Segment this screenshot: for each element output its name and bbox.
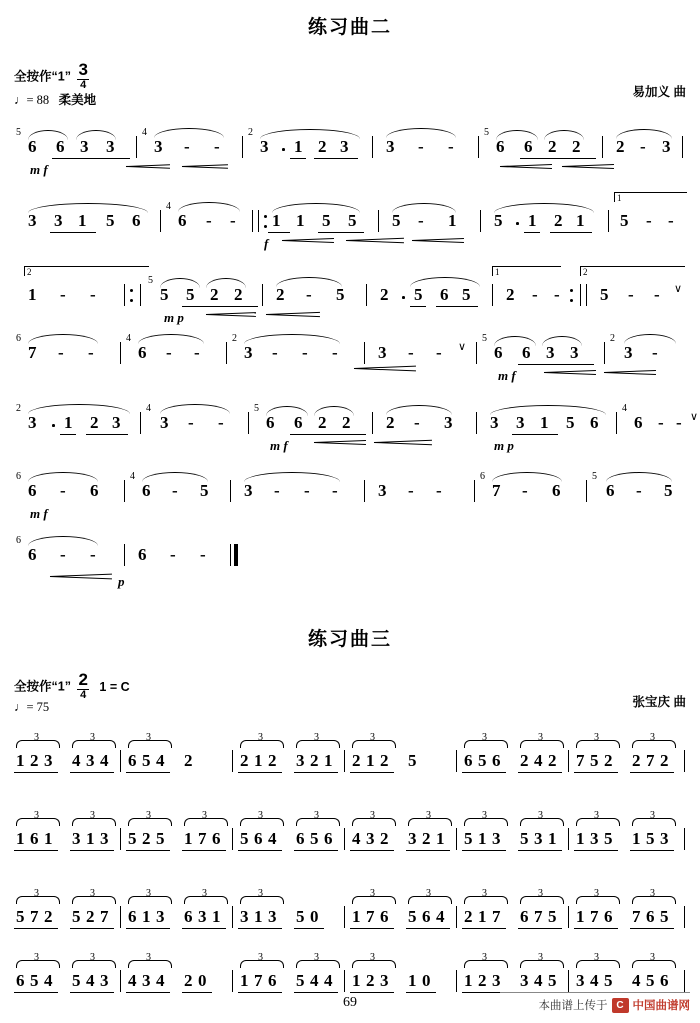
piece1-system-1: 5 6 6 3 3 4 3 - - 2 3 1 2 3 3 - - 5 6 6 2 2 2 - 3 m f — [14, 126, 686, 170]
ending-bracket-2: 2 — [580, 266, 685, 276]
note: 3 — [520, 971, 529, 990]
beam-line — [182, 928, 226, 929]
note: 3 — [100, 829, 109, 848]
note: 4 — [324, 971, 333, 990]
barline — [456, 828, 457, 850]
note: 5 — [156, 829, 165, 848]
note: 1 — [408, 971, 417, 990]
footer-divider — [500, 992, 690, 993]
note: 5 — [660, 907, 669, 926]
note: 2 — [86, 907, 95, 926]
note: 2 — [184, 751, 193, 770]
barline — [232, 970, 233, 992]
note: 1 — [240, 971, 249, 990]
beam-line — [70, 772, 114, 773]
piece1-composer: 易加义 曲 — [632, 85, 686, 99]
beam-line — [574, 928, 618, 929]
tuplet-number: 3 — [258, 810, 263, 821]
tuplet-number: 3 — [146, 810, 151, 821]
note: 6 — [128, 907, 137, 926]
barline — [120, 906, 121, 928]
note: 6 — [464, 751, 473, 770]
beam-line — [126, 772, 170, 773]
note: 2 — [366, 971, 375, 990]
note: 7 — [632, 907, 641, 926]
note: 1 — [478, 829, 487, 848]
beam-line — [70, 850, 114, 851]
beam-line — [126, 992, 170, 993]
beam-line — [14, 772, 58, 773]
note: 2 — [520, 751, 529, 770]
site-logo-icon: C — [612, 998, 629, 1013]
barline — [120, 750, 121, 772]
note: 1 — [366, 751, 375, 770]
note: 1 — [86, 829, 95, 848]
tuplet-number: 3 — [538, 952, 543, 963]
barline — [232, 906, 233, 928]
tuplet-number: 3 — [426, 810, 431, 821]
note: 5 — [646, 971, 655, 990]
tuplet-number: 3 — [594, 810, 599, 821]
tuplet-number: 3 — [370, 952, 375, 963]
note: 6 — [324, 829, 333, 848]
beam-line — [126, 850, 170, 851]
note: 7 — [534, 907, 543, 926]
tuplet-number: 3 — [482, 888, 487, 899]
barline — [120, 828, 121, 850]
note: 7 — [100, 907, 109, 926]
note: 3 — [100, 971, 109, 990]
piece1-system-5: 2 3 1 2 3 4 3 - - 5 6 6 2 2 2 - 3 3 3 1 5 6 4 6 - - ∨ m f m p — [16, 403, 699, 453]
note: 1 — [184, 829, 193, 848]
note: 4 — [310, 971, 319, 990]
note: 1 — [254, 907, 263, 926]
barline — [684, 906, 685, 928]
barline — [568, 828, 569, 850]
piece1-fingering: 全按作“1” $\frac{3}{4}$ — [14, 60, 88, 91]
tuplet-number: 3 — [258, 952, 263, 963]
note: 3 — [72, 829, 81, 848]
tuplet-number: 3 — [202, 888, 207, 899]
footer-site[interactable]: 中国曲谱网 — [632, 1000, 690, 1012]
note: 4 — [100, 751, 109, 770]
tuplet-number: 3 — [538, 888, 543, 899]
beam-line — [350, 992, 394, 993]
note: 1 — [16, 751, 25, 770]
beam-line — [406, 928, 450, 929]
beam-line — [462, 928, 506, 929]
piece2-system-1 — [14, 732, 686, 780]
note: 5 — [408, 751, 417, 770]
tuplet-number: 3 — [34, 952, 39, 963]
piece2-system-3 — [14, 888, 686, 936]
note: 6 — [254, 829, 263, 848]
tuplet-number: 3 — [370, 888, 375, 899]
piece2-title: 练习曲三 — [307, 629, 392, 650]
note: 5 — [590, 751, 599, 770]
piece2-tempo: ♩= 75 — [14, 700, 50, 714]
note: 7 — [576, 751, 585, 770]
beam-line — [350, 772, 394, 773]
note: 7 — [366, 907, 375, 926]
beam-line — [294, 850, 338, 851]
piece2-key: 1 = C — [99, 679, 130, 694]
note: 1 — [548, 829, 557, 848]
note: 2 — [380, 751, 389, 770]
tuplet-number: 3 — [314, 810, 319, 821]
beam-line — [630, 928, 674, 929]
note: 1 — [352, 971, 361, 990]
tuplet-number: 3 — [594, 732, 599, 743]
note: 4 — [436, 907, 445, 926]
note: 3 — [268, 907, 277, 926]
first-ending-bracket: 1 — [614, 192, 687, 202]
barline — [684, 750, 685, 772]
note: 6 — [422, 907, 431, 926]
note: 5 — [548, 907, 557, 926]
note: 3 — [156, 907, 165, 926]
note: 5 — [296, 971, 305, 990]
tuplet-number: 3 — [314, 732, 319, 743]
note: 6 — [660, 971, 669, 990]
note: 0 — [310, 907, 319, 926]
note: 6 — [380, 907, 389, 926]
note: 1 — [324, 751, 333, 770]
note: 7 — [590, 907, 599, 926]
note: 4 — [156, 971, 165, 990]
tuplet-number: 3 — [594, 888, 599, 899]
barline — [456, 970, 457, 992]
beam-line — [182, 850, 226, 851]
note: 0 — [422, 971, 431, 990]
note: 6 — [30, 829, 39, 848]
note: 3 — [590, 829, 599, 848]
note: 4 — [534, 971, 543, 990]
tuplet-number: 3 — [594, 952, 599, 963]
note: 2 — [44, 907, 53, 926]
note: 5 — [548, 971, 557, 990]
piece1-system-2: 3 3 1 5 6 4 6 - - 1 1 5 5 5 - 1 5 1 2 1 5 - - 1 f — [14, 200, 686, 244]
note: 5 — [16, 907, 25, 926]
note: 3 — [576, 971, 585, 990]
note: 2 — [310, 751, 319, 770]
note: 2 — [240, 751, 249, 770]
note: 7 — [492, 907, 501, 926]
beam-line — [462, 850, 506, 851]
note: 6 — [296, 829, 305, 848]
tuplet-number: 3 — [314, 952, 319, 963]
beam-line — [294, 928, 324, 929]
tuplet-number: 3 — [146, 888, 151, 899]
tuplet-number: 3 — [146, 952, 151, 963]
piece2-time-signature: $\frac{2}{4}$ — [78, 670, 88, 701]
note: 1 — [212, 907, 221, 926]
note: 2 — [464, 907, 473, 926]
piece1-tempo: ♩= 88 柔美地 — [14, 93, 97, 107]
note: 6 — [184, 907, 193, 926]
tuplet-number: 3 — [482, 732, 487, 743]
barline — [344, 750, 345, 772]
tuplet-number: 3 — [650, 952, 655, 963]
note: 4 — [268, 829, 277, 848]
tuplet-number: 3 — [90, 888, 95, 899]
note: 2 — [380, 829, 389, 848]
piece2-fingering: 全按作“1” $\frac{2}{4}$ 1 = C — [14, 670, 130, 701]
beam-line — [14, 928, 58, 929]
tuplet-number: 3 — [258, 732, 263, 743]
piece2-composer: 张宝庆 曲 — [632, 695, 686, 709]
tuplet-number: 3 — [426, 888, 431, 899]
barline — [344, 970, 345, 992]
note: 5 — [408, 907, 417, 926]
note: 4 — [352, 829, 361, 848]
tuplet-number: 3 — [370, 810, 375, 821]
beam-line — [294, 772, 338, 773]
note: 3 — [296, 751, 305, 770]
note: 2 — [142, 829, 151, 848]
piece2-system-4 — [14, 952, 686, 1000]
note: 1 — [352, 907, 361, 926]
note: 5 — [520, 829, 529, 848]
footer-credit — [539, 997, 691, 1013]
beam-line — [126, 928, 170, 929]
tuplet-number: 3 — [34, 810, 39, 821]
page-number: 69 — [343, 995, 357, 1010]
note: 1 — [16, 829, 25, 848]
note: 3 — [366, 829, 375, 848]
beam-line — [350, 850, 394, 851]
tuplet-number: 3 — [370, 732, 375, 743]
note: 3 — [86, 751, 95, 770]
note: 3 — [240, 907, 249, 926]
note: 2 — [30, 751, 39, 770]
note: 3 — [198, 907, 207, 926]
beam-line — [406, 992, 436, 993]
note: 3 — [44, 751, 53, 770]
note: 6 — [520, 907, 529, 926]
tuplet-number: 3 — [34, 732, 39, 743]
note: 5 — [240, 829, 249, 848]
note: 7 — [198, 829, 207, 848]
barline — [120, 970, 121, 992]
note: 4 — [534, 751, 543, 770]
beam-line — [518, 850, 562, 851]
tuplet-number: 3 — [538, 810, 543, 821]
barline — [568, 906, 569, 928]
note: 5 — [464, 829, 473, 848]
tuplet-number: 3 — [90, 952, 95, 963]
beam-line — [70, 992, 114, 993]
piece1-system-6: 6 6 - 6 4 6 - 5 3 - - - 3 - - 6 7 - 6 5 6 - 5 m f — [16, 471, 673, 521]
note: 3 — [380, 971, 389, 990]
note: 7 — [646, 751, 655, 770]
barline — [344, 906, 345, 928]
tuplet-number: 3 — [650, 810, 655, 821]
note: 1 — [632, 829, 641, 848]
note: 6 — [128, 751, 137, 770]
barline — [456, 750, 457, 772]
beam-line — [406, 850, 450, 851]
note: 1 — [576, 829, 585, 848]
note: 6 — [16, 971, 25, 990]
beam-line — [238, 928, 282, 929]
note: 4 — [590, 971, 599, 990]
note: 1 — [464, 971, 473, 990]
piece1-system-3: 2 1 - - 5 5 5 2 2 2 - 5 2 5 6 5 1 2 - - 2 5 - - ∨ m p — [14, 272, 686, 316]
note: 3 — [492, 829, 501, 848]
note: 5 — [604, 971, 613, 990]
note: 7 — [30, 907, 39, 926]
note: 5 — [128, 829, 137, 848]
note: 2 — [632, 751, 641, 770]
tuplet-number: 3 — [538, 732, 543, 743]
beam-line — [350, 928, 394, 929]
tuplet-number: 3 — [90, 732, 95, 743]
note: 5 — [604, 829, 613, 848]
note: 4 — [128, 971, 137, 990]
tuplet-number: 3 — [650, 732, 655, 743]
note: 1 — [44, 829, 53, 848]
note: 1 — [142, 907, 151, 926]
note: 5 — [478, 751, 487, 770]
tuplet-number: 3 — [650, 888, 655, 899]
note: 2 — [548, 751, 557, 770]
beam-line — [238, 772, 282, 773]
beam-line — [574, 850, 618, 851]
piece1-time-signature: $\frac{3}{4}$ — [78, 60, 88, 91]
beam-line — [14, 992, 58, 993]
tuplet-number: 3 — [202, 810, 207, 821]
barline — [684, 970, 685, 992]
footer-text: 本曲谱上传于 — [538, 1000, 608, 1012]
tuplet-number: 3 — [482, 952, 487, 963]
note: 7 — [254, 971, 263, 990]
tuplet-number: 3 — [482, 810, 487, 821]
piece1-system-4: 6 7 - - 4 6 - - 2 3 - - - 3 - - ∨ 5 6 6 3 3 2 3 - m f — [14, 330, 686, 374]
note: 4 — [632, 971, 641, 990]
note: 1 — [576, 907, 585, 926]
tuplet-number: 3 — [258, 888, 263, 899]
note: 6 — [492, 751, 501, 770]
barline — [232, 828, 233, 850]
piece1-system-7: 6 6 - - 6 - - p — [14, 532, 686, 576]
piece2-system-2 — [14, 810, 686, 858]
beam-line — [14, 850, 58, 851]
barline — [456, 906, 457, 928]
beam-line — [630, 850, 674, 851]
beam-line — [238, 992, 282, 993]
barline — [344, 828, 345, 850]
note: 1 — [436, 829, 445, 848]
barline — [568, 750, 569, 772]
note: 2 — [184, 971, 193, 990]
beam-line — [518, 772, 562, 773]
note: 4 — [72, 751, 81, 770]
note: 6 — [604, 907, 613, 926]
note: 5 — [310, 829, 319, 848]
note: 2 — [660, 751, 669, 770]
beam-line — [630, 772, 674, 773]
beam-line — [182, 992, 212, 993]
note: 4 — [156, 751, 165, 770]
beam-line — [462, 772, 506, 773]
note: 2 — [422, 829, 431, 848]
note: 6 — [268, 971, 277, 990]
beam-line — [70, 928, 114, 929]
note: 6 — [646, 907, 655, 926]
barline — [232, 750, 233, 772]
note: 1 — [478, 907, 487, 926]
note: 3 — [534, 829, 543, 848]
beam-line — [574, 772, 618, 773]
note: 4 — [44, 971, 53, 990]
note: 2 — [352, 751, 361, 770]
note: 1 — [254, 751, 263, 770]
note: 5 — [30, 971, 39, 990]
note: 2 — [604, 751, 613, 770]
note: 3 — [660, 829, 669, 848]
note: 0 — [198, 971, 207, 990]
beam-line — [238, 850, 282, 851]
note: 5 — [296, 907, 305, 926]
second-ending-bracket: 2 — [24, 266, 149, 276]
note: 4 — [86, 971, 95, 990]
barline — [568, 970, 569, 992]
tuplet-number: 3 — [90, 810, 95, 821]
ending-bracket-1: 1 — [492, 266, 561, 276]
note: 3 — [492, 971, 501, 990]
note: 6 — [212, 829, 221, 848]
note: 5 — [646, 829, 655, 848]
tuplet-number: 3 — [34, 888, 39, 899]
note: 2 — [268, 751, 277, 770]
beam-line — [294, 992, 338, 993]
note: 5 — [142, 751, 151, 770]
barline — [684, 828, 685, 850]
note: 3 — [408, 829, 417, 848]
tuplet-number: 3 — [146, 732, 151, 743]
note: 3 — [142, 971, 151, 990]
note: 5 — [72, 907, 81, 926]
note: 2 — [478, 971, 487, 990]
piece1-title: 练习曲二 — [307, 17, 392, 38]
beam-line — [518, 928, 562, 929]
note: 5 — [72, 971, 81, 990]
